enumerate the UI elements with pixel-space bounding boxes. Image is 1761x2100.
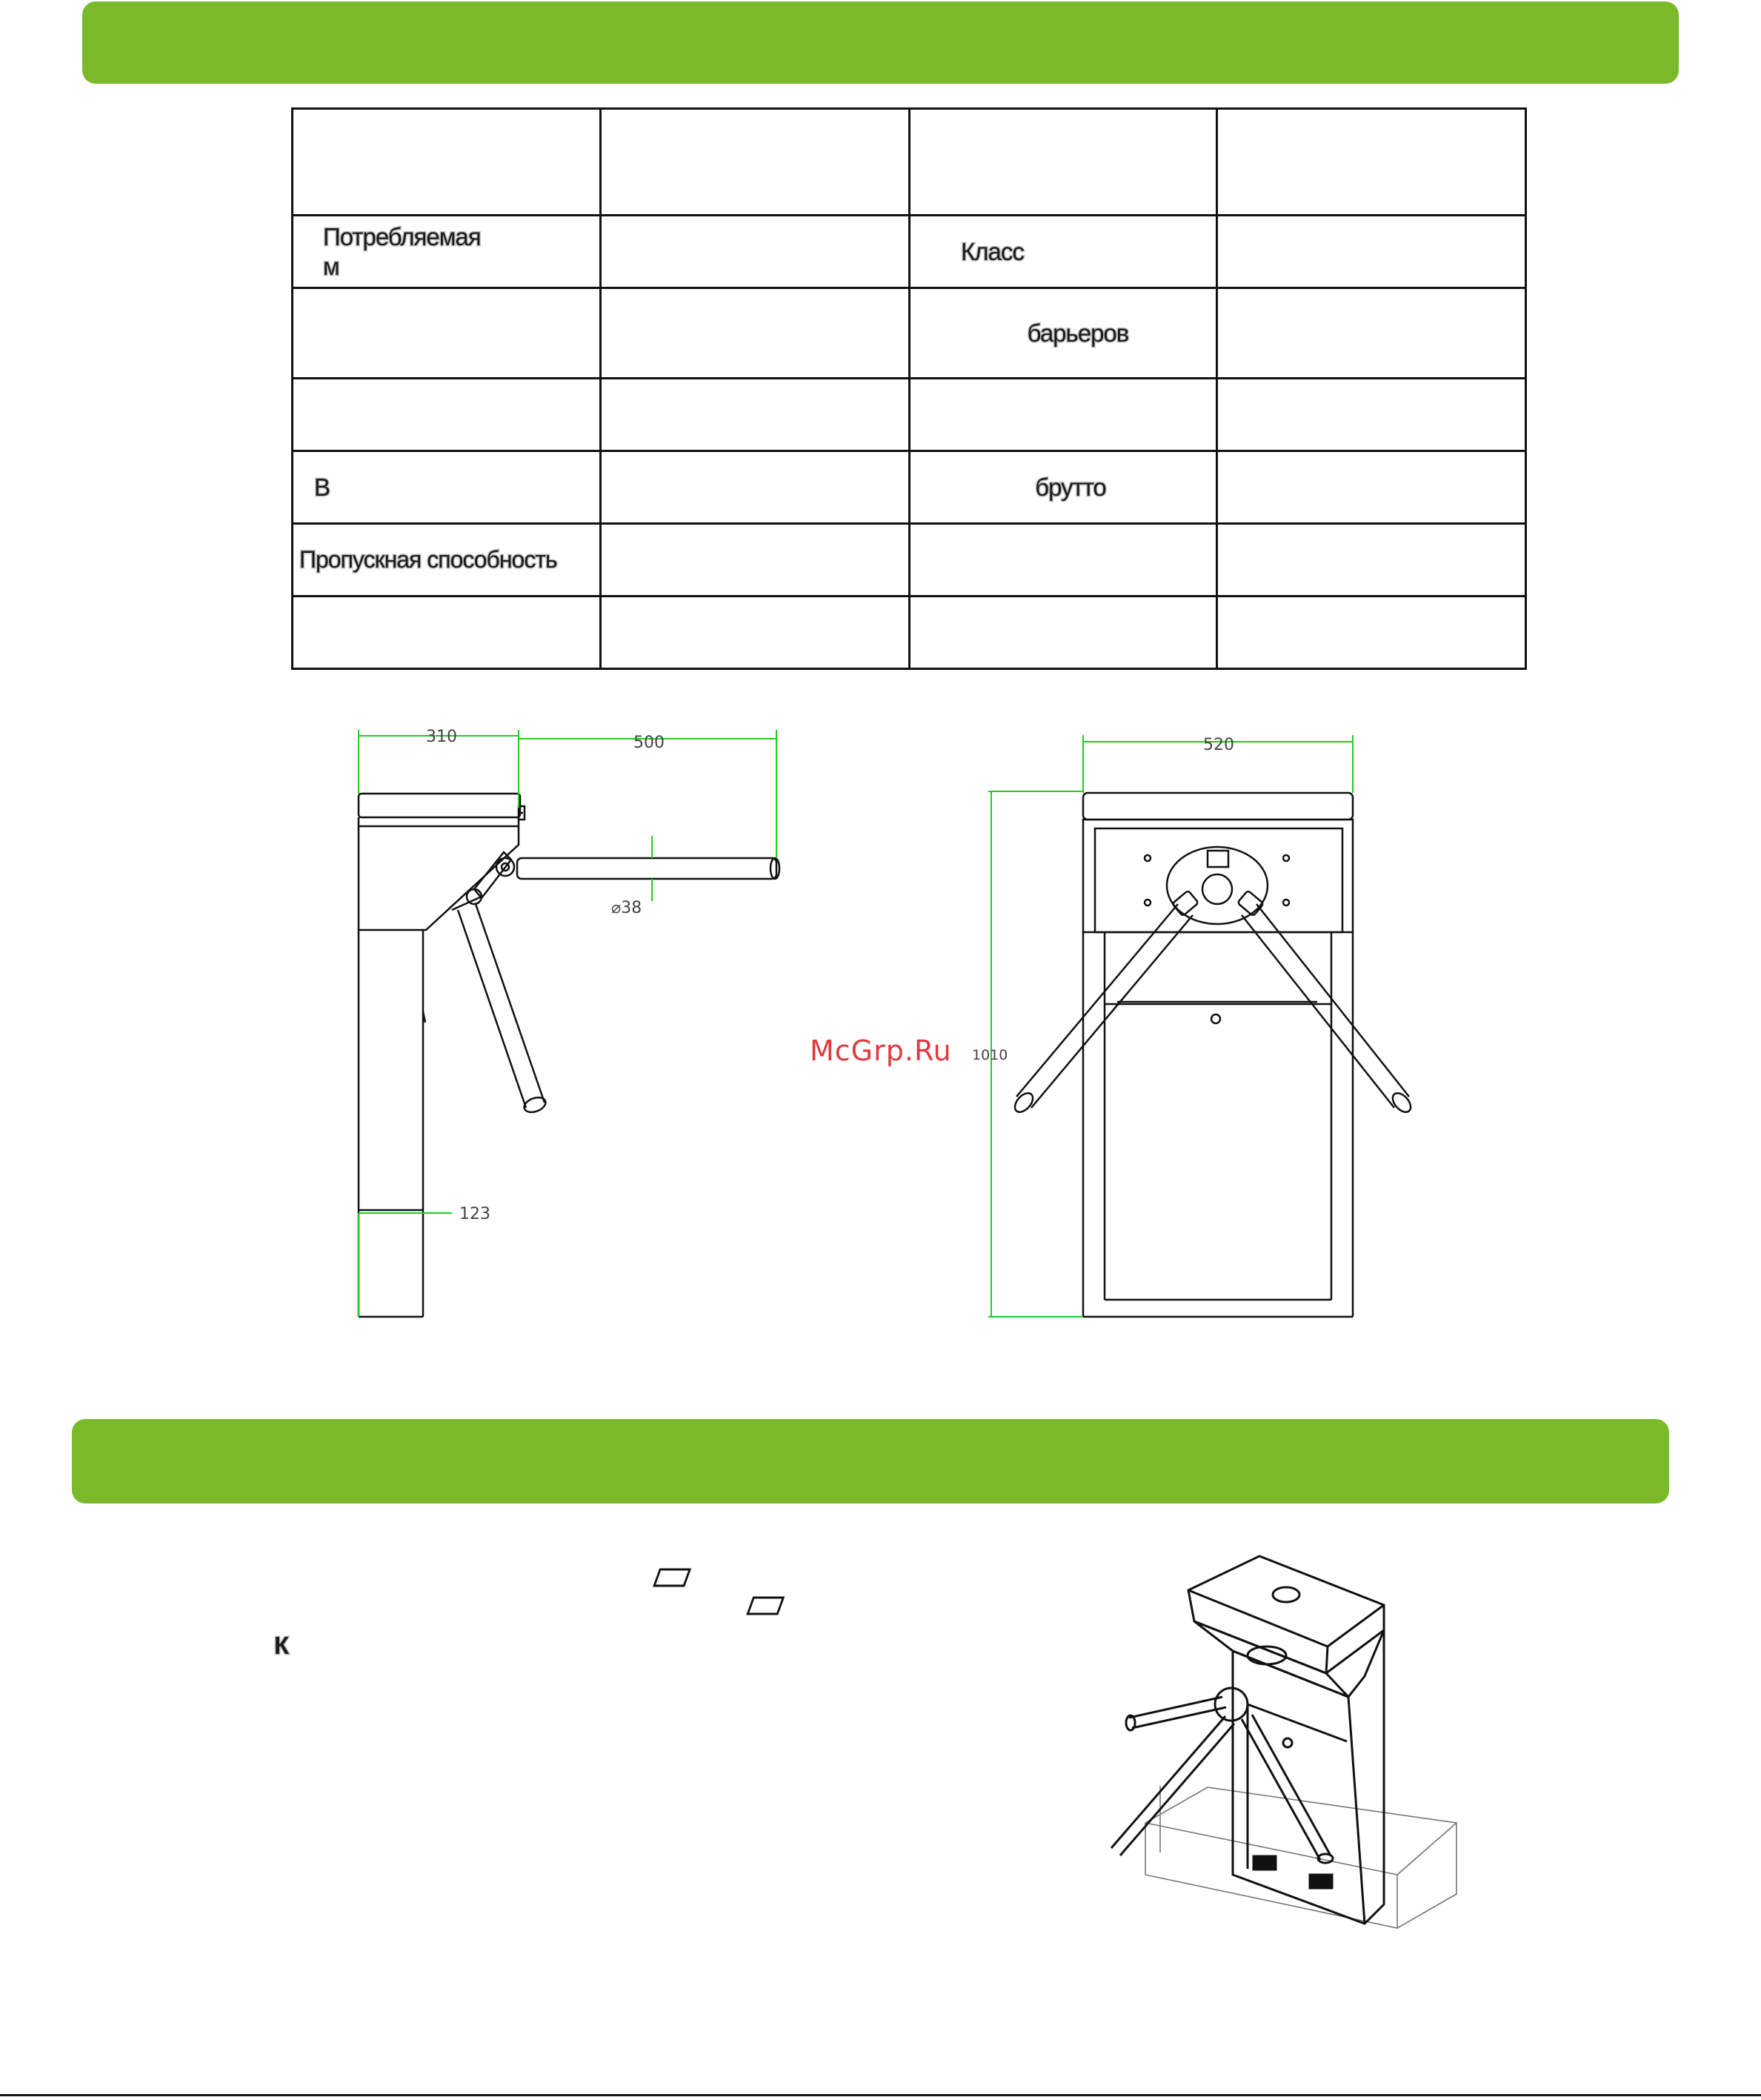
dim-500: 500 <box>633 734 665 752</box>
table-cell-gross: брутто <box>910 451 1217 524</box>
footer-rule <box>0 2094 1761 2096</box>
dim-520: 520 <box>1203 736 1234 754</box>
table-cell-power: Потребляемая м <box>293 216 601 288</box>
dim-1010: 1010 <box>972 1047 1008 1063</box>
section-header-banner-install <box>72 1419 1669 1503</box>
table-cell-barriers: барьеров <box>910 288 1217 379</box>
watermark: McGrp.Ru <box>810 1034 952 1067</box>
dim-diameter-38: ⌀38 <box>611 899 642 917</box>
install-text-fragment: К <box>274 1632 290 1659</box>
dim-310: 310 <box>426 728 457 746</box>
table-cell-throughput: Пропускная способность <box>293 524 601 597</box>
table-cell-class: Класс <box>910 216 1217 288</box>
dim-123: 123 <box>459 1205 490 1223</box>
isometric-turnstile-drawing <box>654 1556 1457 1928</box>
table-cell-v: В <box>293 451 601 524</box>
front-view-dimensions <box>988 735 1353 1317</box>
side-view-drawing <box>359 794 779 1317</box>
front-view-drawing <box>1011 793 1414 1317</box>
